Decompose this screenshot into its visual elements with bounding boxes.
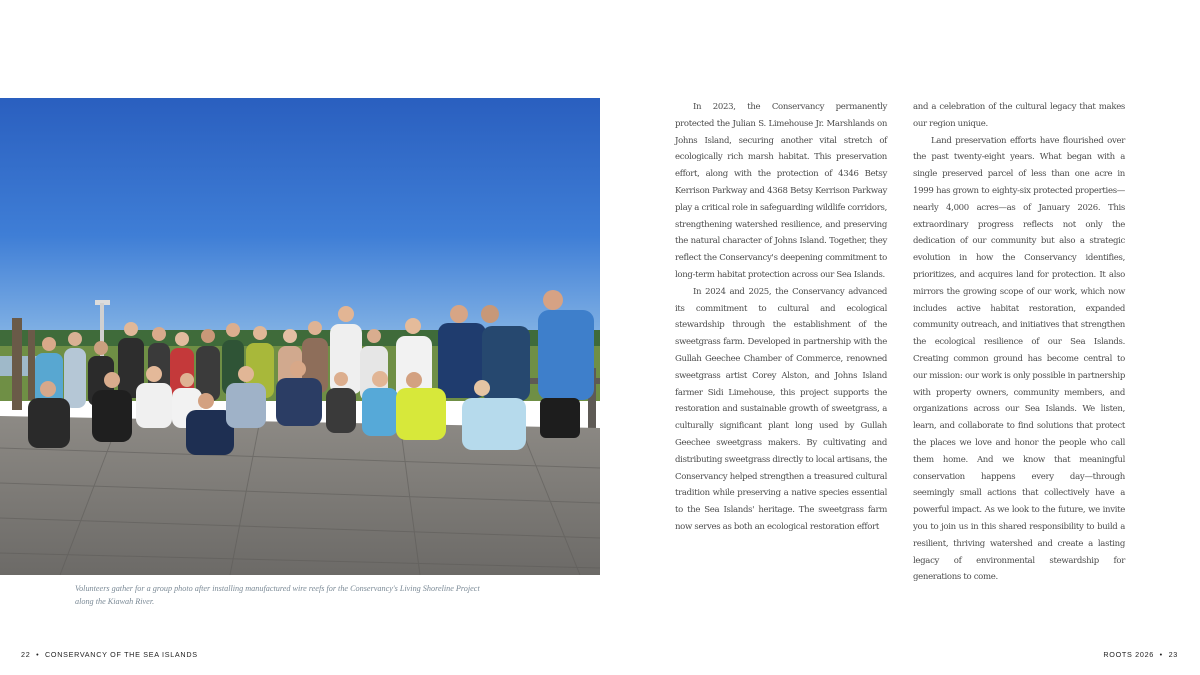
photo-caption: Volunteers gather for a group photo after installing manufactured wire reefs for the Conservancy's Living Shoreline Project along the Kiawah River. xyxy=(75,584,480,606)
magazine-name: ROOTS 2026 xyxy=(1103,650,1154,659)
right-page xyxy=(600,0,1200,675)
paragraph: In 2024 and 2025, the Conservancy advanced its commitment to cultural and ecological stewardship through the establishment of the sweetgrass farm. Developed in partnership with the Gullah Geechee Chamber of Commerce, renowned sweetgrass artist Corey Alston, and Johns Island farmer Sidi Limehouse, this project supports the restoration and sustainable growth of sweetgrass, a culturally significant plant long used by Gullah Geechee sweetgrass makers. By cultivating and distributing sweetgrass directly to local artisans, the Conservancy helped strengthen a treasured cultural tradition while preserving a native species essential to the Sea Islands' heritage. The sweetgrass farm now serves as both an ecological restoration effort xyxy=(675,286,887,532)
page-number-right: 23 xyxy=(1168,650,1178,659)
volunteer-group-photo xyxy=(0,98,600,575)
footer-right xyxy=(1103,650,1178,659)
page-number-left: 22 xyxy=(21,650,31,659)
footer-separator: • xyxy=(1159,650,1163,659)
footer-separator: • xyxy=(36,650,40,659)
text-column-2 xyxy=(913,99,1125,586)
paragraph-continued: and a celebration of the cultural legacy that makes our region unique. xyxy=(913,102,1125,129)
text-column-1 xyxy=(675,99,887,536)
footer-left xyxy=(21,650,198,659)
publication-name: CONSERVANCY OF THE SEA ISLANDS xyxy=(45,650,198,659)
paragraph: Land preservation efforts have flourished over the past twenty-eight years. What began with a single preserved parcel of less than one acre in 1999 has grown to eighty-six protected properties—nearly 4,000 acres—as of January 2026. This extraordinary progress reflects not only the dedication of our community but also a strategic evolution in how the Conservancy identifies, prioritizes, and acquires land for protection. It also mirrors the growing scope of our work, which now includes active habitat restoration, expanded community outreach, and initiatives that strengthen the ecological resilience of our Sea Islands. Creating common ground has become central to our mission: our work is only possible in partnership with property owners, community members, and organizations across our Sea Islands. We listen, learn, and collaborate to find solutions that protect the places we love and honor the people who call them home. And we know that meaningful conservation happens every day—through seemingly small actions that collectively have a powerful impact. As we look to the future, we invite you to join us in this shared responsibility to build a resilient, thriving watershed and create a lasting legacy of environmental stewardship for generations to come. xyxy=(913,135,1125,583)
paragraph: In 2023, the Conservancy permanently protected the Julian S. Limehouse Jr. Marshlands on Johns Island, securing another vital stretch of ecologically rich marsh habitat. This preservation effort, along with the protection of 4346 Betsy Kerrison Parkway and 4368 Betsy Kerrison Parkway play a critical role in safeguarding wildlife corridors, strengthening watershed resilience, and preserving the natural character of Johns Island. Together, they reflect the Conservancy's deepening commitment to long-term habitat protection across our Sea Islands. xyxy=(675,102,887,280)
